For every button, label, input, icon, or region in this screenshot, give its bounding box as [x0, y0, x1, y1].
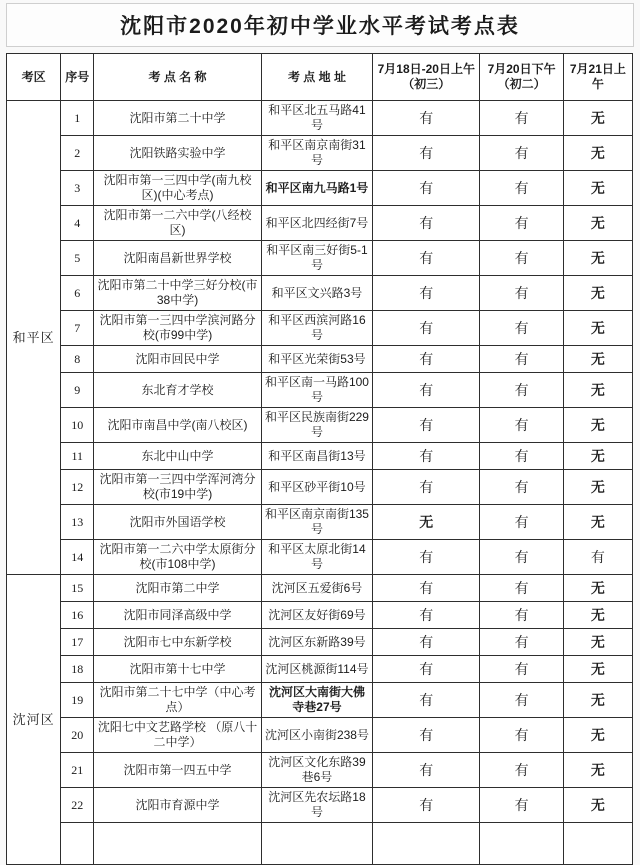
- session1-availability-cell: 有: [373, 373, 480, 408]
- session1-availability-cell: 有: [373, 241, 480, 276]
- address-cell: 和平区南昌街13号: [261, 443, 372, 470]
- row-number-cell: 8: [61, 346, 94, 373]
- address-cell: 和平区南九马路1号: [261, 171, 372, 206]
- session3-availability-cell: 无: [563, 575, 632, 602]
- row-number-cell: 12: [61, 470, 94, 505]
- session3-availability-cell: 无: [563, 505, 632, 540]
- row-number-cell: 14: [61, 540, 94, 575]
- address-cell: 和平区砂平街10号: [261, 470, 372, 505]
- table-row: [7, 540, 633, 575]
- session2-availability-cell: 有: [480, 311, 563, 346]
- address-cell: 和平区南京南街135号: [261, 505, 372, 540]
- session3-availability-cell: 无: [563, 171, 632, 206]
- empty-cell: [563, 823, 632, 865]
- session3-availability-cell: 无: [563, 373, 632, 408]
- col-header-number: 序号: [61, 54, 94, 101]
- session2-availability-cell: 有: [480, 575, 563, 602]
- table-row: [7, 470, 633, 505]
- session1-availability-cell: 有: [373, 629, 480, 656]
- school-name-cell: 沈阳市南昌中学(南八校区): [94, 408, 262, 443]
- session3-availability-cell: 有: [563, 540, 632, 575]
- row-number-cell: 15: [61, 575, 94, 602]
- address-cell: 沈河区东新路39号: [261, 629, 372, 656]
- session3-availability-cell: 无: [563, 136, 632, 171]
- col-header-session2: 7月20日下午 （初二）: [480, 54, 563, 101]
- session1-availability-cell: 有: [373, 753, 480, 788]
- school-name-cell: 沈阳市回民中学: [94, 346, 262, 373]
- row-number-cell: 13: [61, 505, 94, 540]
- table-row: [7, 241, 633, 276]
- session1-availability-cell: 有: [373, 602, 480, 629]
- table-body: [7, 101, 633, 865]
- session2-availability-cell: 有: [480, 602, 563, 629]
- session2-availability-cell: 有: [480, 206, 563, 241]
- session3-availability-cell: 无: [563, 602, 632, 629]
- col-header-district: 考区: [7, 54, 61, 101]
- table-row: [7, 753, 633, 788]
- session1-availability-cell: 有: [373, 171, 480, 206]
- session2-availability-cell: 有: [480, 276, 563, 311]
- session1-availability-cell: 有: [373, 443, 480, 470]
- address-cell: 和平区民族南街229号: [261, 408, 372, 443]
- empty-cell: [261, 823, 372, 865]
- session2-availability-cell: 有: [480, 346, 563, 373]
- session3-availability-cell: 无: [563, 276, 632, 311]
- session1-availability-cell: 有: [373, 346, 480, 373]
- session1-availability-cell: 有: [373, 136, 480, 171]
- session1-availability-cell: 有: [373, 718, 480, 753]
- address-cell: 和平区北五马路41号: [261, 101, 372, 136]
- session2-availability-cell: 有: [480, 718, 563, 753]
- table-row: [7, 443, 633, 470]
- empty-cell: [480, 823, 563, 865]
- session1-availability-cell: 有: [373, 656, 480, 683]
- table-row: [7, 101, 633, 136]
- school-name-cell: 沈阳市第一二六中学(八经校区): [94, 206, 262, 241]
- col-header-site-name: 考 点 名 称: [94, 54, 262, 101]
- session1-availability-cell: 有: [373, 276, 480, 311]
- address-cell: 沈河区先农坛路18号: [261, 788, 372, 823]
- empty-cell: [61, 823, 94, 865]
- table-row: [7, 373, 633, 408]
- row-number-cell: 2: [61, 136, 94, 171]
- session3-availability-cell: 无: [563, 753, 632, 788]
- table-row: [7, 276, 633, 311]
- table-row: [7, 505, 633, 540]
- table-row: [7, 602, 633, 629]
- address-cell: 沈河区大南街大佛寺巷27号: [261, 683, 372, 718]
- school-name-cell: 东北育才学校: [94, 373, 262, 408]
- col-header-session3: 7月21日上午: [563, 54, 632, 101]
- address-cell: 和平区光荣街53号: [261, 346, 372, 373]
- address-cell: 和平区南一马路100号: [261, 373, 372, 408]
- session2-availability-cell: 有: [480, 788, 563, 823]
- row-number-cell: 18: [61, 656, 94, 683]
- session3-availability-cell: 无: [563, 346, 632, 373]
- address-cell: 和平区北四经街7号: [261, 206, 372, 241]
- session3-availability-cell: 无: [563, 470, 632, 505]
- session1-availability-cell: 有: [373, 788, 480, 823]
- school-name-cell: 沈阳市第一三四中学浑河湾分校(市19中学): [94, 470, 262, 505]
- table-row: [7, 629, 633, 656]
- page-title: 沈阳市2020年初中学业水平考试考点表: [6, 3, 634, 47]
- session3-availability-cell: 无: [563, 788, 632, 823]
- school-name-cell: 沈阳市外国语学校: [94, 505, 262, 540]
- table-row: [7, 408, 633, 443]
- session3-availability-cell: 无: [563, 629, 632, 656]
- session2-availability-cell: 有: [480, 505, 563, 540]
- table-row: [7, 171, 633, 206]
- session3-availability-cell: 无: [563, 683, 632, 718]
- session2-availability-cell: 有: [480, 373, 563, 408]
- address-cell: 和平区太原北街14号: [261, 540, 372, 575]
- row-number-cell: 5: [61, 241, 94, 276]
- session3-availability-cell: 无: [563, 718, 632, 753]
- school-name-cell: 东北中山中学: [94, 443, 262, 470]
- session2-availability-cell: 有: [480, 656, 563, 683]
- school-name-cell: 沈阳市同泽高级中学: [94, 602, 262, 629]
- session2-availability-cell: 有: [480, 241, 563, 276]
- school-name-cell: 沈阳市育源中学: [94, 788, 262, 823]
- row-number-cell: 4: [61, 206, 94, 241]
- address-cell: 沈河区文化东路39巷6号: [261, 753, 372, 788]
- school-name-cell: 沈阳市第一三四中学(南九校区)(中心考点): [94, 171, 262, 206]
- row-number-cell: 11: [61, 443, 94, 470]
- school-name-cell: 沈阳市第二中学: [94, 575, 262, 602]
- school-name-cell: 沈阳市第十七中学: [94, 656, 262, 683]
- header-row: [7, 54, 633, 101]
- row-number-cell: 10: [61, 408, 94, 443]
- exam-sites-table: [6, 53, 633, 865]
- row-number-cell: 1: [61, 101, 94, 136]
- session1-availability-cell: 有: [373, 206, 480, 241]
- school-name-cell: 沈阳市七中东新学校: [94, 629, 262, 656]
- session3-availability-cell: 无: [563, 101, 632, 136]
- row-number-cell: 6: [61, 276, 94, 311]
- table-row: [7, 788, 633, 823]
- table-row: [7, 718, 633, 753]
- session2-availability-cell: 有: [480, 629, 563, 656]
- table-row: [7, 346, 633, 373]
- table-row-partial: [7, 823, 633, 865]
- school-name-cell: 沈阳市第二十中学三好分校(市38中学): [94, 276, 262, 311]
- session2-availability-cell: 有: [480, 540, 563, 575]
- col-header-session1: 7月18日-20日上午 （初三）: [373, 54, 480, 101]
- session3-availability-cell: 无: [563, 311, 632, 346]
- address-cell: 沈河区五爱街6号: [261, 575, 372, 602]
- session3-availability-cell: 无: [563, 656, 632, 683]
- row-number-cell: 20: [61, 718, 94, 753]
- row-number-cell: 9: [61, 373, 94, 408]
- school-name-cell: 沈阳铁路实验中学: [94, 136, 262, 171]
- row-number-cell: 17: [61, 629, 94, 656]
- address-cell: 沈河区桃源街114号: [261, 656, 372, 683]
- session1-availability-cell: 有: [373, 311, 480, 346]
- table-row: [7, 136, 633, 171]
- district-cell: 和平区: [7, 101, 61, 575]
- row-number-cell: 7: [61, 311, 94, 346]
- session1-availability-cell: 有: [373, 683, 480, 718]
- school-name-cell: 沈阳市第二十七中学（中心考点）: [94, 683, 262, 718]
- session1-availability-cell: 有: [373, 470, 480, 505]
- school-name-cell: 沈阳市第二十中学: [94, 101, 262, 136]
- table-row: [7, 683, 633, 718]
- session1-availability-cell: 有: [373, 101, 480, 136]
- session2-availability-cell: 有: [480, 443, 563, 470]
- address-cell: 沈河区小南街238号: [261, 718, 372, 753]
- session2-availability-cell: 有: [480, 101, 563, 136]
- session2-availability-cell: 有: [480, 136, 563, 171]
- row-number-cell: 16: [61, 602, 94, 629]
- empty-cell: [94, 823, 262, 865]
- row-number-cell: 19: [61, 683, 94, 718]
- session2-availability-cell: 有: [480, 470, 563, 505]
- row-number-cell: 21: [61, 753, 94, 788]
- address-cell: 和平区文兴路3号: [261, 276, 372, 311]
- table-row: [7, 656, 633, 683]
- school-name-cell: 沈阳七中文艺路学校 （原八十二中学）: [94, 718, 262, 753]
- address-cell: 和平区南三好街5-1号: [261, 241, 372, 276]
- session3-availability-cell: 无: [563, 206, 632, 241]
- address-cell: 和平区西滨河路16号: [261, 311, 372, 346]
- session2-availability-cell: 有: [480, 171, 563, 206]
- session3-availability-cell: 无: [563, 443, 632, 470]
- session1-availability-cell: 有: [373, 540, 480, 575]
- session3-availability-cell: 无: [563, 408, 632, 443]
- address-cell: 和平区南京南街31号: [261, 136, 372, 171]
- empty-cell: [373, 823, 480, 865]
- session1-availability-cell: 有: [373, 408, 480, 443]
- school-name-cell: 沈阳市第一四五中学: [94, 753, 262, 788]
- row-number-cell: 3: [61, 171, 94, 206]
- school-name-cell: 沈阳市第一三四中学滨河路分校(市99中学): [94, 311, 262, 346]
- col-header-site-address: 考 点 地 址: [261, 54, 372, 101]
- table-row: [7, 311, 633, 346]
- table-row: [7, 575, 633, 602]
- table-row: [7, 206, 633, 241]
- session1-availability-cell: 有: [373, 575, 480, 602]
- session2-availability-cell: 有: [480, 683, 563, 718]
- school-name-cell: 沈阳市第一二六中学太原街分校(市108中学): [94, 540, 262, 575]
- session2-availability-cell: 有: [480, 408, 563, 443]
- school-name-cell: 沈阳南昌新世界学校: [94, 241, 262, 276]
- session3-availability-cell: 无: [563, 241, 632, 276]
- session1-availability-cell: 无: [373, 505, 480, 540]
- address-cell: 沈河区友好街69号: [261, 602, 372, 629]
- district-cell: 沈河区: [7, 575, 61, 865]
- session2-availability-cell: 有: [480, 753, 563, 788]
- row-number-cell: 22: [61, 788, 94, 823]
